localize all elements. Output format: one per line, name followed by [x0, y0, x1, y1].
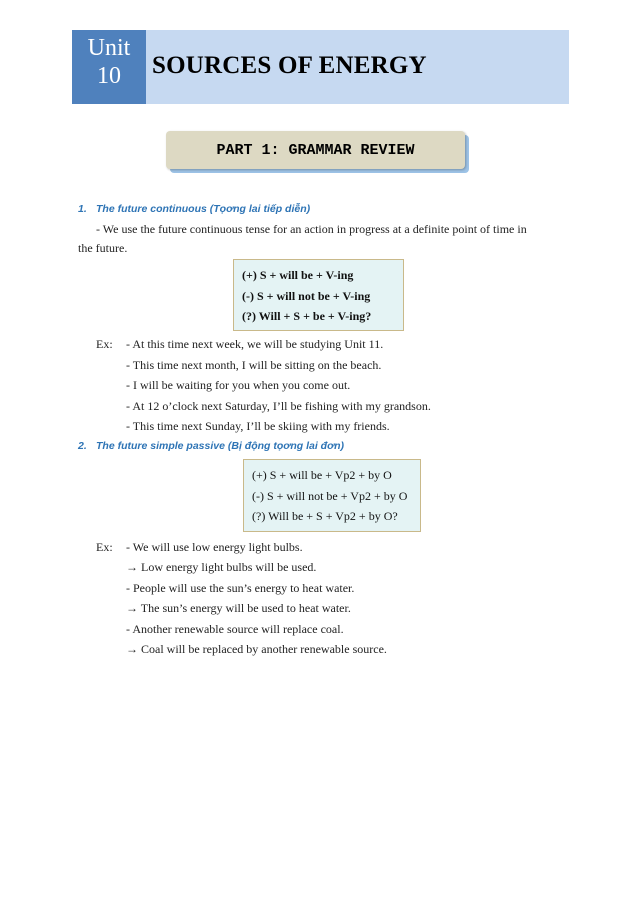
- section2-ex-label: Ex:: [96, 540, 113, 554]
- formula-negative: (-) S + will not be + V-ing: [242, 288, 371, 303]
- section1-description: [78, 220, 564, 258]
- section2-number: 2.: [78, 440, 87, 452]
- formula-question: (?) Will be + S + Vp2 + by O?: [252, 509, 398, 523]
- section2-example: → Low energy light bulbs will be used.: [126, 560, 317, 574]
- section1-example: - At 12 o’clock next Saturday, I’ll be fishing with my grandson.: [126, 399, 431, 413]
- section2-heading-text: The future simple passive (Bị động tọơng lai đơn): [96, 440, 345, 452]
- section1-example: - This time next Sunday, I’ll be skiing with my friends.: [126, 419, 390, 433]
- formula-question: (?) Will + S + be + V-ing?: [242, 309, 372, 323]
- section1-example: - This time next month, I will be sitting on the beach.: [126, 358, 382, 372]
- section1-description-line2: the future.: [78, 241, 128, 255]
- part-title-box: [166, 131, 465, 169]
- section1-example: - I will be waiting for you when you come out.: [126, 378, 351, 392]
- section2-example: → Coal will be replaced by another renewable source.: [126, 642, 387, 656]
- section2-formula-box: [243, 459, 421, 532]
- section1-number: 1.: [78, 203, 87, 215]
- unit-word: Unit: [87, 35, 131, 61]
- section2-example: - We will use low energy light bulbs.: [126, 540, 303, 554]
- formula-positive: (+) S + will be + V-ing: [242, 268, 354, 282]
- formula-positive: (+) S + will be + Vp2 + by O: [252, 468, 392, 482]
- formula-negative: (-) S + will not be + Vp2 + by O: [252, 488, 408, 503]
- section1-heading-text: The future continuous (Tọơng lai tiếp diễn): [96, 203, 311, 215]
- unit-number: 10: [97, 63, 121, 89]
- section1-ex-label: Ex:: [96, 337, 113, 351]
- page-title: SOURCES OF ENERGY: [152, 52, 427, 79]
- unit-badge: [72, 30, 146, 104]
- section1-formula-box: [233, 259, 404, 331]
- section2-heading: [78, 440, 344, 452]
- section1-example: - At this time next week, we will be studying Unit 11.: [126, 337, 384, 351]
- section2-example: - People will use the sun’s energy to heat water.: [126, 581, 355, 595]
- section2-example: - Another renewable source will replace coal.: [126, 622, 344, 636]
- part-title: PART 1: GRAMMAR REVIEW: [216, 141, 415, 159]
- section1-description-line1: - We use the future continuous tense for an action in progress at a definite point of time in: [96, 222, 527, 236]
- section2-example: → The sun’s energy will be used to heat water.: [126, 601, 351, 615]
- section1-heading: [78, 203, 310, 215]
